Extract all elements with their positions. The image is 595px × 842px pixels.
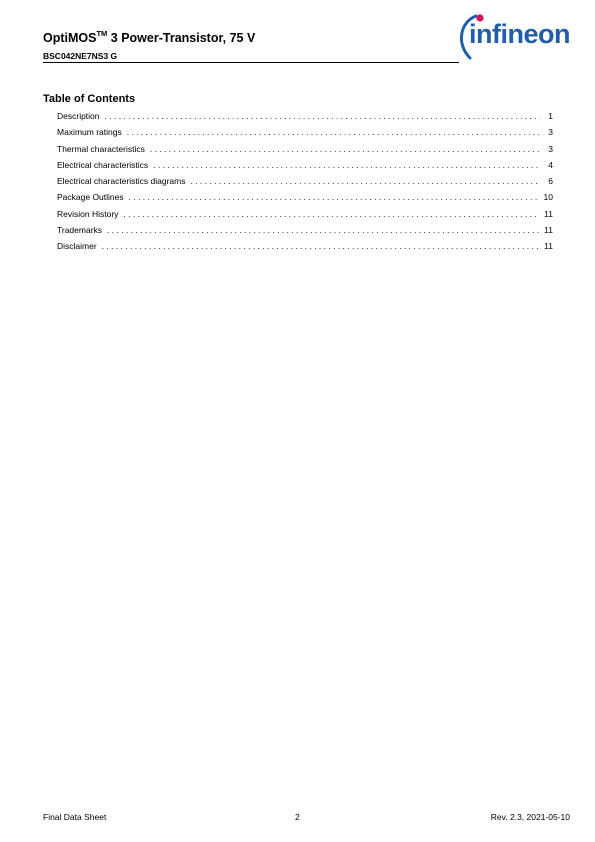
toc-entry[interactable] bbox=[57, 209, 553, 225]
title-trademark: TM bbox=[96, 28, 108, 38]
toc-entry-page[interactable]: 3 bbox=[548, 143, 553, 154]
header-divider bbox=[43, 62, 459, 63]
toc-leader bbox=[105, 111, 540, 121]
toc-entry-label[interactable]: Revision History bbox=[57, 208, 119, 219]
toc-entry-label[interactable]: Trademarks bbox=[57, 225, 103, 236]
part-number: BSC042NE7NS3 G bbox=[43, 51, 118, 61]
toc-heading: Table of Contents bbox=[43, 93, 136, 105]
footer-revision: Rev. 2.3, 2021-05-10 bbox=[490, 812, 570, 822]
toc-entry-page[interactable]: 1 bbox=[548, 111, 553, 121]
logo-wordmark: infineon bbox=[469, 19, 570, 49]
title-product-name: OptiMOS bbox=[43, 31, 97, 45]
toc-leader bbox=[150, 144, 540, 154]
toc-leader bbox=[107, 225, 539, 235]
toc-entry-page[interactable]: 11 bbox=[544, 225, 553, 236]
toc-leader bbox=[153, 160, 540, 170]
toc-entry-page[interactable]: 11 bbox=[544, 241, 553, 252]
toc-entry-label[interactable]: Maximum ratings bbox=[57, 127, 122, 138]
toc-entry-page[interactable]: 10 bbox=[543, 192, 553, 203]
document-title bbox=[43, 28, 256, 45]
toc-leader bbox=[127, 127, 540, 137]
toc-entry[interactable] bbox=[57, 176, 553, 192]
toc-list bbox=[57, 111, 553, 258]
toc-entry-label[interactable]: Electrical characteristics bbox=[57, 159, 149, 170]
toc-entry-page[interactable]: 4 bbox=[548, 159, 553, 170]
infineon-logo bbox=[456, 10, 582, 62]
toc-entry-label[interactable]: Thermal characteristics bbox=[57, 143, 145, 154]
toc-entry-page[interactable]: 3 bbox=[548, 127, 553, 138]
toc-entry[interactable] bbox=[57, 241, 553, 257]
footer-document-type: Final Data Sheet bbox=[43, 812, 107, 822]
toc-entry-page[interactable]: 11 bbox=[544, 208, 553, 219]
title-description: 3 Power-Transistor, 75 V bbox=[107, 31, 256, 45]
toc-entry[interactable] bbox=[57, 127, 553, 143]
toc-entry[interactable] bbox=[57, 111, 553, 127]
toc-leader bbox=[190, 176, 540, 186]
toc-leader bbox=[123, 209, 539, 219]
toc-entry[interactable] bbox=[57, 144, 553, 160]
toc-entry-label[interactable]: Electrical characteristics diagrams bbox=[57, 176, 186, 187]
toc-entry[interactable] bbox=[57, 225, 553, 241]
toc-leader bbox=[129, 192, 539, 202]
toc-entry[interactable] bbox=[57, 192, 553, 208]
toc-entry-label[interactable]: Package Outlines bbox=[57, 192, 124, 203]
toc-entry[interactable] bbox=[57, 160, 553, 176]
toc-entry-page[interactable]: 6 bbox=[548, 176, 553, 187]
footer-page-number: 2 bbox=[295, 812, 300, 822]
toc-entry-label[interactable]: Disclaimer bbox=[57, 241, 97, 252]
toc-leader bbox=[102, 241, 540, 251]
toc-entry-label[interactable]: Description bbox=[57, 111, 100, 121]
